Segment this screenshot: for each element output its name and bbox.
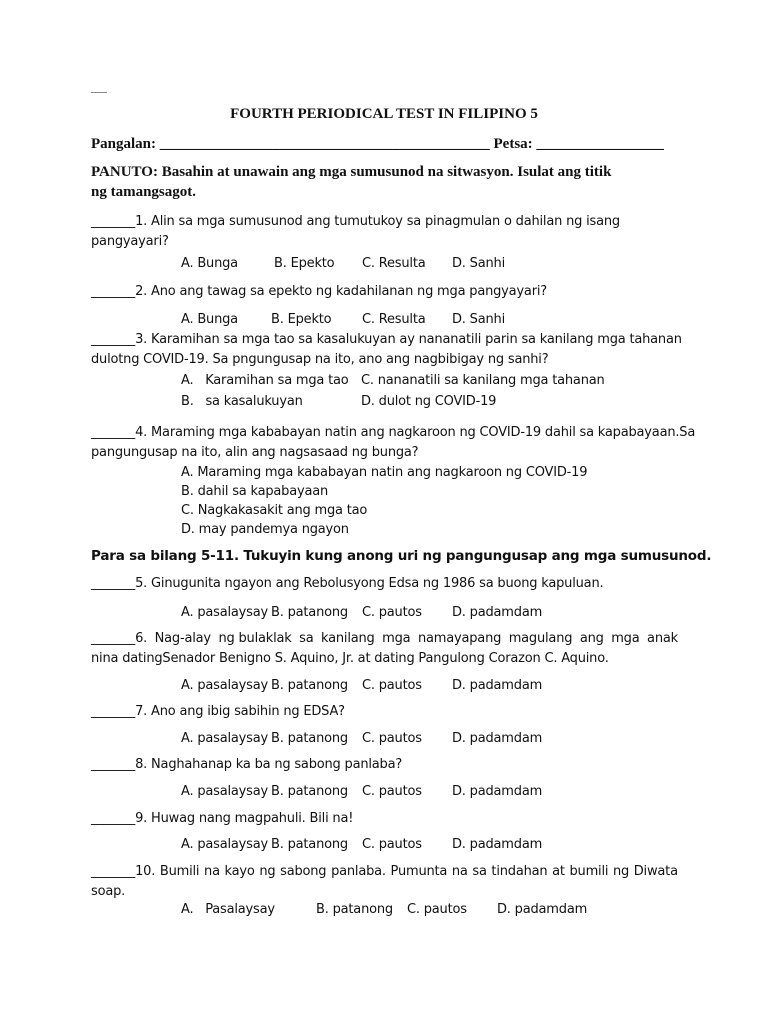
q6-choice-b: B. patanong xyxy=(271,678,348,693)
q1-choice-a: A. Bunga xyxy=(181,256,238,271)
q8-choice-a: A. pasalaysay xyxy=(181,784,268,799)
q6-word: mga xyxy=(611,631,640,646)
q7-choice-d: D. padamdam xyxy=(452,731,543,746)
q6-word: anak xyxy=(647,631,678,646)
q4-choice-a: A. Maraming mga kababayan natin ang nagkaroon ng COVID-19 xyxy=(181,465,588,480)
q5-choice-b: B. patanong xyxy=(271,605,348,620)
q3-choice-c: C. nananatili sa kanilang mga tahanan xyxy=(361,373,605,388)
section-heading: Para sa bilang 5-11. Tukuyin kung anong uri ng pangungusap ang mga sumusunod. xyxy=(91,548,712,564)
q10-choice-a: A. Pasalaysay xyxy=(181,902,275,917)
q10-choice-d: D. padamdam xyxy=(497,902,588,917)
question-5-text: _______5. Ginugunita ngayon ang Rebolusyong Edsa ng 1986 sa buong kapuluan. xyxy=(91,576,604,591)
q2-choice-c: C. Resulta xyxy=(362,312,426,327)
q10-word: bumili xyxy=(569,864,609,879)
q6-word: Nag-alay xyxy=(154,631,211,646)
q3-choice-b: B. sa kasalukuyan xyxy=(181,394,303,409)
question-6-text xyxy=(91,631,678,646)
question-10-text-cont: soap. xyxy=(91,884,126,899)
q5-choice-c: C. pautos xyxy=(362,605,422,620)
q6-word: _______6. xyxy=(91,631,148,646)
q6-word: ang xyxy=(579,631,604,646)
q6-choice-c: C. pautos xyxy=(362,678,422,693)
header-mark xyxy=(91,92,107,93)
q7-choice-c: C. pautos xyxy=(362,731,422,746)
q10-word: Diwata xyxy=(633,864,678,879)
question-7-text: _______7. Ano ang ibig sabihin ng EDSA? xyxy=(91,704,345,719)
q2-choice-d: D. Sanhi xyxy=(452,312,505,327)
q6-choice-a: A. pasalaysay xyxy=(181,678,268,693)
q10-word: kayo xyxy=(224,864,255,879)
q10-choice-b: B. patanong xyxy=(316,902,393,917)
q10-word: na xyxy=(204,864,220,879)
name-date-line: Pangalan: ____________________________________________ Petsa: _________________ xyxy=(91,136,664,152)
q1-choice-b: B. Epekto xyxy=(274,256,335,271)
q2-choice-b: B. Epekto xyxy=(271,312,332,327)
q7-choice-a: A. pasalaysay xyxy=(181,731,268,746)
q10-word: panlaba. xyxy=(331,864,386,879)
question-6-text-cont: nina datingSenador Benigno S. Aquino, Jr. at dating Pangulong Corazon C. Aquino. xyxy=(91,651,609,666)
question-3-text: _______3. Karamihan sa mga tao sa kasalukuyan ay nananatili parin sa kanilang mga tahanan xyxy=(91,332,682,347)
question-2-text: _______2. Ano ang tawag sa epekto ng kadahilanan ng mga pangyayari? xyxy=(91,284,547,299)
q6-word: namayapang xyxy=(417,631,502,646)
question-1-text: _______1. Alin sa mga sumusunod ang tumutukoy sa pinagmulan o dahilan ng isang xyxy=(91,214,620,229)
q6-word: magulang xyxy=(508,631,573,646)
q6-word: ng bulaklak xyxy=(218,631,292,646)
q9-choice-c: C. pautos xyxy=(362,837,422,852)
q6-word: sa xyxy=(299,631,314,646)
q1-choice-d: D. Sanhi xyxy=(452,256,505,271)
q4-choice-b: B. dahil sa kapabayaan xyxy=(181,484,329,499)
q5-choice-d: D. padamdam xyxy=(452,605,543,620)
instructions-line-1: PANUTO: Basahin at unawain ang mga sumusunod na sitwasyon. Isulat ang titik xyxy=(91,164,612,180)
question-10-text xyxy=(91,864,678,879)
q3-choice-a: A. Karamihan sa mga tao xyxy=(181,373,349,388)
q9-choice-a: A. pasalaysay xyxy=(181,837,268,852)
q10-word: tindahan xyxy=(491,864,548,879)
q10-word: sabong xyxy=(280,864,327,879)
q5-choice-a: A. pasalaysay xyxy=(181,605,268,620)
q6-choice-d: D. padamdam xyxy=(452,678,543,693)
q6-word: kanilang xyxy=(321,631,375,646)
q8-choice-c: C. pautos xyxy=(362,784,422,799)
question-8-text: _______8. Naghahanap ka ba ng sabong panlaba? xyxy=(91,757,403,772)
q4-choice-d: D. may pandemya ngayon xyxy=(181,522,349,537)
q10-word: _______10. xyxy=(91,864,156,879)
q10-choice-c: C. pautos xyxy=(407,902,467,917)
instructions-line-2: ng tamangsagot. xyxy=(91,184,197,200)
q10-word: Pumunta xyxy=(390,864,448,879)
q10-word: ng xyxy=(612,864,630,879)
q3-choice-d: D. dulot ng COVID-19 xyxy=(361,394,497,409)
q2-choice-a: A. Bunga xyxy=(181,312,238,327)
page-title: FOURTH PERIODICAL TEST IN FILIPINO 5 xyxy=(230,106,538,122)
question-1-text-cont: pangyayari? xyxy=(91,234,169,249)
question-4-text-cont: pangungusap na ito, alin ang nagsasaad ng bunga? xyxy=(91,445,419,460)
q9-choice-b: B. patanong xyxy=(271,837,348,852)
q10-word: na xyxy=(451,864,468,879)
q10-word: at xyxy=(552,864,565,879)
q4-choice-c: C. Nagkakasakit ang mga tao xyxy=(181,503,368,518)
q6-word: mga xyxy=(382,631,411,646)
q10-word: ng xyxy=(259,864,276,879)
q8-choice-d: D. padamdam xyxy=(452,784,543,799)
q10-word: sa xyxy=(472,864,487,879)
q8-choice-b: B. patanong xyxy=(271,784,348,799)
q1-choice-c: C. Resulta xyxy=(362,256,426,271)
question-4-text: _______4. Maraming mga kababayan natin ang nagkaroon ng COVID-19 dahil sa kapabayaan.Sa xyxy=(91,425,696,440)
question-3-text-cont: dulotng COVID-19. Sa pngungusap na ito, ano ang nagbibigay ng sanhi? xyxy=(91,352,549,367)
q10-word: Bumili xyxy=(159,864,200,879)
q9-choice-d: D. padamdam xyxy=(452,837,543,852)
question-9-text: _______9. Huwag nang magpahuli. Bili na! xyxy=(91,811,354,826)
q7-choice-b: B. patanong xyxy=(271,731,348,746)
